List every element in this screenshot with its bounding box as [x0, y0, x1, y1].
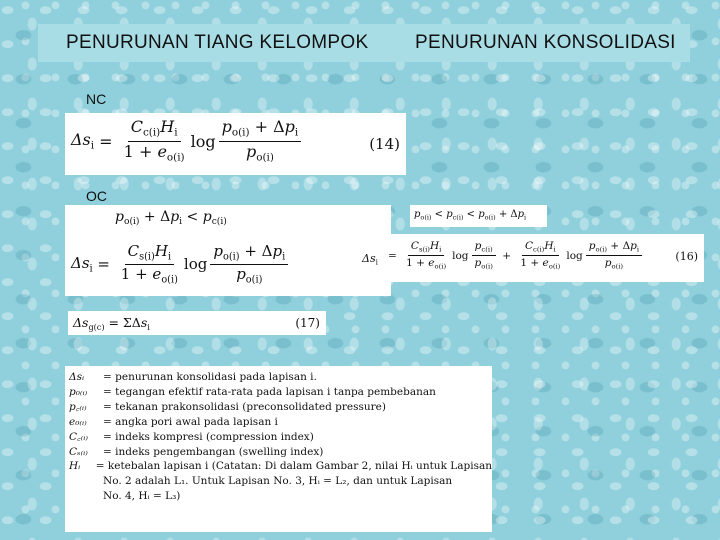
equation-17-box	[68, 311, 326, 335]
equation-16-lhs: $\Delta s_i$	[362, 252, 378, 267]
definition-text: = indeks pengembangan (swelling index)	[103, 445, 324, 458]
definition-row	[69, 415, 492, 430]
definition-symbol: p꜀₍ᵢ₎	[69, 400, 87, 413]
condition-range-box	[410, 205, 547, 227]
title-band	[38, 24, 690, 62]
definition-symbol: Hᵢ	[69, 460, 81, 473]
definition-row	[69, 459, 492, 474]
definition-text: = angka pori awal pada lapisan i	[103, 415, 278, 428]
equation-oc: $\Delta s_i$ = $\frac{C_{s(i)}H_i}{1 + e_{o(i)}}$ log $\frac{p_{o(i)} + \Delta p_i}{p_{o(i)}}$	[71, 243, 291, 285]
definition-text: = penurunan konsolidasi pada lapisan i.	[103, 371, 317, 383]
definition-continuation: No. 2 adalah L₁. Untuk Lapisan No. 3, Hᵢ = L₂, dan untuk Lapisan	[103, 475, 453, 488]
definition-row	[69, 430, 492, 445]
equation-17-number: (17)	[295, 316, 320, 330]
definition-text: = tekanan prakonsolidasi (preconsolidated pressure)	[103, 400, 386, 413]
definition-row	[69, 445, 492, 460]
definition-text: = ketebalan lapisan i (Catatan: Di dalam Gambar 2, nilai Hᵢ untuk Lapisan	[95, 460, 492, 473]
equation-14-box	[65, 113, 406, 175]
equation-oc-box	[65, 205, 391, 296]
condition-range: $p_{o(i)} < p_{c(i)} < p_{o(i)} + \Delta p_i$	[414, 209, 527, 222]
title-pile-group-settlement: PENURUNAN TIANG KELOMPOK	[66, 32, 369, 53]
equation-16: = $\frac{C_{s(i)}H_i}{1 + e_{o(i)}}$ log $\frac{p_{c(i)}}{p_{o(i)}}$ + $\frac{C_{c(i)}H_i}{1 + e_{o(i)}}$ log $\frac{p_{o(i)} + \Delta p_i}{p_{o(i)}}$	[388, 240, 645, 271]
definition-continuation: No. 4, Hᵢ = L₃)	[103, 490, 181, 503]
equation-16-box	[384, 234, 704, 282]
label-nc: NC	[86, 91, 107, 107]
definition-symbol: e₀₍ᵢ₎	[69, 415, 87, 428]
definitions-box	[65, 366, 492, 532]
equation-14-number: (14)	[369, 135, 400, 153]
definition-text: = tegangan efektif rata-rata pada lapisan i tanpa pembebanan	[103, 385, 436, 398]
title-consolidation-settlement: PENURUNAN KONSOLIDASI	[415, 32, 676, 53]
equation-14: $\Delta s_i$ = $\frac{C_{c(i)}H_i}{1 + e_{o(i)}}$ log $\frac{p_{o(i)} + \Delta p_i}{p_{o(i)}}$	[71, 118, 304, 164]
definition-row	[69, 400, 492, 415]
definition-symbol: Cₛ₍ᵢ₎	[69, 445, 88, 458]
definition-text: = indeks kompresi (compression index)	[103, 430, 314, 443]
definition-row	[69, 385, 492, 400]
definition-symbol: p₀₍ᵢ₎	[69, 385, 88, 398]
definition-symbol: Δsᵢ	[69, 371, 85, 383]
label-oc: OC	[86, 188, 107, 204]
condition-oc: $p_{o(i)} + \Delta p_i < p_{c(i)}$	[115, 209, 227, 228]
definition-symbol: C꜀₍ᵢ₎	[69, 430, 88, 443]
equation-16-number: (16)	[675, 250, 698, 263]
definition-row	[69, 370, 492, 385]
equation-17: $\Delta s_{g(c)} = \Sigma\Delta s_i$	[73, 315, 150, 332]
